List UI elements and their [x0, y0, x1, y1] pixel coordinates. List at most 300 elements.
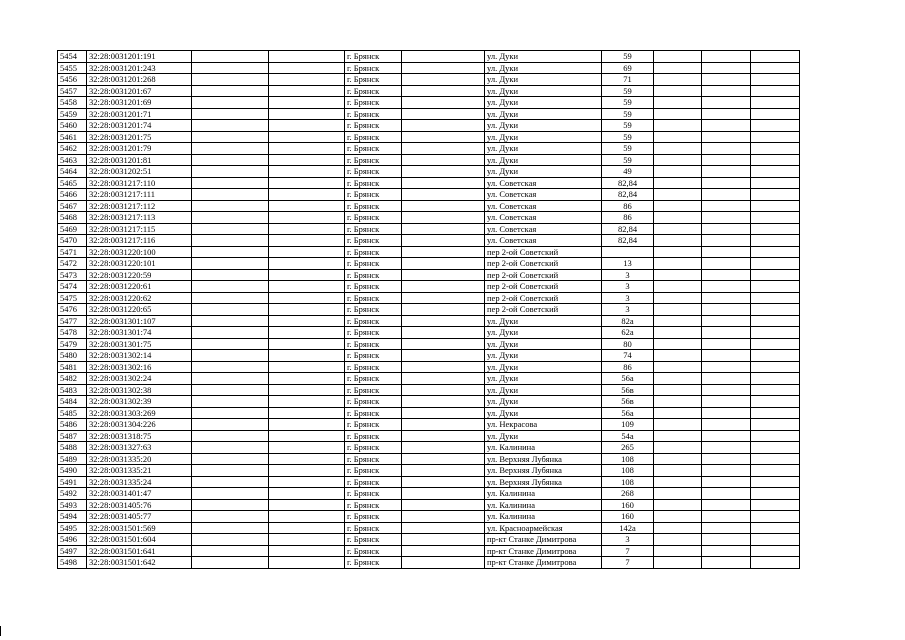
blank-cell [702, 396, 751, 408]
blank-cell [192, 223, 269, 235]
table-row [58, 522, 800, 534]
city: г. Брянск [345, 62, 402, 74]
table-row [58, 476, 800, 488]
blank-cell [402, 108, 485, 120]
city: г. Брянск [345, 522, 402, 534]
blank-cell [269, 131, 345, 143]
blank-cell [269, 327, 345, 339]
table-row [58, 143, 800, 155]
row-number: 5486 [58, 419, 87, 431]
table-row [58, 488, 800, 500]
blank-cell [654, 269, 702, 281]
blank-cell [192, 407, 269, 419]
blank-cell [192, 384, 269, 396]
blank-cell [654, 177, 702, 189]
city: г. Брянск [345, 154, 402, 166]
blank-cell [402, 522, 485, 534]
row-number: 5473 [58, 269, 87, 281]
blank-cell [269, 246, 345, 258]
blank-cell [751, 338, 800, 350]
blank-cell [751, 465, 800, 477]
table-row [58, 511, 800, 523]
blank-cell [654, 396, 702, 408]
street: ул. Дуки [485, 396, 602, 408]
blank-cell [702, 51, 751, 63]
row-number: 5489 [58, 453, 87, 465]
city: г. Брянск [345, 373, 402, 385]
blank-cell [702, 235, 751, 247]
blank-cell [192, 442, 269, 454]
blank-cell [402, 189, 485, 201]
blank-cell [269, 223, 345, 235]
row-number: 5488 [58, 442, 87, 454]
blank-cell [269, 419, 345, 431]
blank-cell [702, 442, 751, 454]
blank-cell [192, 74, 269, 86]
table-row [58, 338, 800, 350]
blank-cell [654, 74, 702, 86]
blank-cell [269, 120, 345, 132]
blank-cell [654, 143, 702, 155]
blank-cell [702, 143, 751, 155]
blank-cell [751, 534, 800, 546]
row-number: 5462 [58, 143, 87, 155]
city: г. Брянск [345, 511, 402, 523]
blank-cell [751, 292, 800, 304]
blank-cell [751, 74, 800, 86]
city: г. Брянск [345, 51, 402, 63]
blank-cell [751, 350, 800, 362]
table-row [58, 442, 800, 454]
street: ул. Советская [485, 235, 602, 247]
blank-cell [654, 189, 702, 201]
blank-cell [192, 131, 269, 143]
blank-cell [402, 338, 485, 350]
street: ул. Дуки [485, 51, 602, 63]
cadastral-number: 32:28:0031401:47 [87, 488, 192, 500]
table-row [58, 396, 800, 408]
blank-cell [751, 269, 800, 281]
blank-cell [269, 212, 345, 224]
street: ул. Дуки [485, 62, 602, 74]
city: г. Брянск [345, 499, 402, 511]
blank-cell [269, 189, 345, 201]
house-number: 59 [602, 131, 654, 143]
street: ул. Дуки [485, 338, 602, 350]
city: г. Брянск [345, 292, 402, 304]
blank-cell [654, 246, 702, 258]
blank-cell [702, 499, 751, 511]
table-row [58, 453, 800, 465]
row-number: 5479 [58, 338, 87, 350]
house-number: 86 [602, 212, 654, 224]
city: г. Брянск [345, 361, 402, 373]
city: г. Брянск [345, 557, 402, 569]
house-number: 56в [602, 396, 654, 408]
blank-cell [654, 419, 702, 431]
blank-cell [402, 407, 485, 419]
blank-cell [702, 430, 751, 442]
blank-cell [654, 361, 702, 373]
blank-cell [402, 166, 485, 178]
table-row [58, 419, 800, 431]
blank-cell [654, 373, 702, 385]
row-number: 5484 [58, 396, 87, 408]
blank-cell [751, 407, 800, 419]
blank-cell [269, 350, 345, 362]
row-number: 5491 [58, 476, 87, 488]
blank-cell [654, 384, 702, 396]
street: ул. Дуки [485, 315, 602, 327]
blank-cell [751, 108, 800, 120]
cadastral-number: 32:28:0031501:642 [87, 557, 192, 569]
blank-cell [402, 488, 485, 500]
street: ул. Дуки [485, 97, 602, 109]
row-number: 5492 [58, 488, 87, 500]
house-number [602, 246, 654, 258]
blank-cell [702, 557, 751, 569]
blank-cell [702, 465, 751, 477]
cadastral-number: 32:28:0031220:65 [87, 304, 192, 316]
blank-cell [654, 499, 702, 511]
street: ул. Верхняя Лубянка [485, 476, 602, 488]
city: г. Брянск [345, 212, 402, 224]
table-row [58, 85, 800, 97]
blank-cell [269, 281, 345, 293]
table-row [58, 97, 800, 109]
row-number: 5454 [58, 51, 87, 63]
cadastral-number: 32:28:0031335:21 [87, 465, 192, 477]
blank-cell [751, 315, 800, 327]
street: пр-кт Станке Димитрова [485, 557, 602, 569]
blank-cell [269, 143, 345, 155]
blank-cell [751, 281, 800, 293]
row-number: 5487 [58, 430, 87, 442]
street: ул. Советская [485, 200, 602, 212]
city: г. Брянск [345, 453, 402, 465]
house-number: 109 [602, 419, 654, 431]
street: пер 2-ой Советский [485, 304, 602, 316]
house-number: 3 [602, 304, 654, 316]
street: ул. Дуки [485, 74, 602, 86]
street: ул. Некрасова [485, 419, 602, 431]
house-number: 74 [602, 350, 654, 362]
blank-cell [751, 396, 800, 408]
cadastral-number: 32:28:0031302:39 [87, 396, 192, 408]
blank-cell [402, 442, 485, 454]
blank-cell [702, 350, 751, 362]
house-number: 265 [602, 442, 654, 454]
blank-cell [269, 269, 345, 281]
blank-cell [269, 511, 345, 523]
blank-cell [702, 304, 751, 316]
row-number: 5461 [58, 131, 87, 143]
blank-cell [269, 396, 345, 408]
blank-cell [192, 522, 269, 534]
cadastral-number: 32:28:0031318:75 [87, 430, 192, 442]
street: ул. Калинина [485, 488, 602, 500]
table-row [58, 235, 800, 247]
blank-cell [702, 269, 751, 281]
cadastral-number: 32:28:0031217:116 [87, 235, 192, 247]
row-number: 5469 [58, 223, 87, 235]
blank-cell [192, 269, 269, 281]
blank-cell [192, 292, 269, 304]
house-number: 268 [602, 488, 654, 500]
blank-cell [402, 62, 485, 74]
blank-cell [702, 384, 751, 396]
cadastral-number: 32:28:0031302:16 [87, 361, 192, 373]
city: г. Брянск [345, 223, 402, 235]
blank-cell [654, 430, 702, 442]
house-number: 54а [602, 430, 654, 442]
house-number: 59 [602, 108, 654, 120]
blank-cell [654, 304, 702, 316]
blank-cell [751, 235, 800, 247]
blank-cell [402, 453, 485, 465]
city: г. Брянск [345, 281, 402, 293]
blank-cell [702, 373, 751, 385]
blank-cell [702, 62, 751, 74]
house-number: 86 [602, 361, 654, 373]
cadastral-number: 32:28:0031201:75 [87, 131, 192, 143]
blank-cell [654, 258, 702, 270]
row-number: 5477 [58, 315, 87, 327]
cadastral-number: 32:28:0031501:569 [87, 522, 192, 534]
blank-cell [402, 143, 485, 155]
cadastral-number: 32:28:0031217:113 [87, 212, 192, 224]
cadastral-number: 32:28:0031220:100 [87, 246, 192, 258]
table-row [58, 465, 800, 477]
blank-cell [192, 200, 269, 212]
cadastral-number: 32:28:0031302:38 [87, 384, 192, 396]
blank-cell [269, 154, 345, 166]
row-number: 5496 [58, 534, 87, 546]
house-number: 59 [602, 143, 654, 155]
street: пер 2-ой Советский [485, 269, 602, 281]
blank-cell [751, 258, 800, 270]
street: ул. Дуки [485, 430, 602, 442]
house-number: 56а [602, 407, 654, 419]
cadastral-number: 32:28:0031335:20 [87, 453, 192, 465]
row-number: 5482 [58, 373, 87, 385]
blank-cell [269, 442, 345, 454]
blank-cell [654, 465, 702, 477]
blank-cell [702, 338, 751, 350]
blank-cell [402, 154, 485, 166]
blank-cell [654, 85, 702, 97]
cadastral-number: 32:28:0031201:268 [87, 74, 192, 86]
house-number: 86 [602, 200, 654, 212]
table-row [58, 189, 800, 201]
row-number: 5498 [58, 557, 87, 569]
blank-cell [654, 120, 702, 132]
table-row [58, 557, 800, 569]
row-number: 5497 [58, 545, 87, 557]
blank-cell [702, 154, 751, 166]
street: ул. Советская [485, 223, 602, 235]
blank-cell [192, 120, 269, 132]
blank-cell [751, 476, 800, 488]
cadastral-number: 32:28:0031301:107 [87, 315, 192, 327]
cadastral-number: 32:28:0031201:243 [87, 62, 192, 74]
street: ул. Верхняя Лубянка [485, 465, 602, 477]
row-number: 5481 [58, 361, 87, 373]
blank-cell [402, 476, 485, 488]
blank-cell [654, 534, 702, 546]
blank-cell [654, 350, 702, 362]
table-row [58, 120, 800, 132]
table-row [58, 350, 800, 362]
blank-cell [751, 200, 800, 212]
table-row [58, 131, 800, 143]
blank-cell [402, 51, 485, 63]
blank-cell [702, 74, 751, 86]
blank-cell [402, 557, 485, 569]
blank-cell [192, 143, 269, 155]
table-row [58, 499, 800, 511]
blank-cell [269, 488, 345, 500]
blank-cell [702, 166, 751, 178]
row-number: 5467 [58, 200, 87, 212]
blank-cell [192, 430, 269, 442]
blank-cell [402, 373, 485, 385]
blank-cell [192, 246, 269, 258]
blank-cell [702, 212, 751, 224]
cadastral-number: 32:28:0031501:604 [87, 534, 192, 546]
blank-cell [192, 51, 269, 63]
cadastral-number: 32:28:0031301:74 [87, 327, 192, 339]
blank-cell [751, 488, 800, 500]
table-row [58, 246, 800, 258]
city: г. Брянск [345, 235, 402, 247]
street: ул. Калинина [485, 499, 602, 511]
table-row [58, 200, 800, 212]
blank-cell [751, 304, 800, 316]
blank-cell [654, 545, 702, 557]
house-number: 108 [602, 476, 654, 488]
cadastral-number: 32:28:0031217:110 [87, 177, 192, 189]
blank-cell [192, 258, 269, 270]
cadastral-number: 32:28:0031201:69 [87, 97, 192, 109]
blank-cell [402, 384, 485, 396]
table-row [58, 154, 800, 166]
blank-cell [402, 246, 485, 258]
city: г. Брянск [345, 74, 402, 86]
blank-cell [751, 442, 800, 454]
blank-cell [654, 511, 702, 523]
blank-cell [192, 212, 269, 224]
blank-cell [654, 453, 702, 465]
blank-cell [751, 223, 800, 235]
blank-cell [269, 557, 345, 569]
blank-cell [654, 488, 702, 500]
table-row [58, 51, 800, 63]
blank-cell [402, 430, 485, 442]
blank-cell [751, 419, 800, 431]
blank-cell [402, 177, 485, 189]
cadastral-number: 32:28:0031301:75 [87, 338, 192, 350]
blank-cell [192, 534, 269, 546]
blank-cell [702, 511, 751, 523]
blank-cell [654, 166, 702, 178]
blank-cell [751, 361, 800, 373]
house-number: 82,84 [602, 223, 654, 235]
blank-cell [269, 85, 345, 97]
blank-cell [402, 74, 485, 86]
house-number: 3 [602, 269, 654, 281]
row-number: 5495 [58, 522, 87, 534]
city: г. Брянск [345, 534, 402, 546]
blank-cell [269, 315, 345, 327]
blank-cell [192, 315, 269, 327]
house-number: 108 [602, 465, 654, 477]
blank-cell [192, 154, 269, 166]
cadastral-number: 32:28:0031302:24 [87, 373, 192, 385]
blank-cell [702, 200, 751, 212]
city: г. Брянск [345, 189, 402, 201]
city: г. Брянск [345, 407, 402, 419]
blank-cell [702, 534, 751, 546]
blank-cell [751, 373, 800, 385]
street: ул. Дуки [485, 166, 602, 178]
cadastral-number: 32:28:0031335:24 [87, 476, 192, 488]
blank-cell [192, 453, 269, 465]
blank-cell [702, 177, 751, 189]
blank-cell [654, 281, 702, 293]
blank-cell [751, 246, 800, 258]
blank-cell [751, 384, 800, 396]
street: ул. Калинина [485, 442, 602, 454]
street: ул. Дуки [485, 361, 602, 373]
row-number: 5480 [58, 350, 87, 362]
table-row [58, 373, 800, 385]
blank-cell [654, 223, 702, 235]
city: г. Брянск [345, 442, 402, 454]
house-number: 160 [602, 499, 654, 511]
street: ул. Верхняя Лубянка [485, 453, 602, 465]
cadastral-number: 32:28:0031220:59 [87, 269, 192, 281]
blank-cell [702, 327, 751, 339]
blank-cell [702, 361, 751, 373]
blank-cell [702, 120, 751, 132]
blank-cell [192, 177, 269, 189]
blank-cell [192, 304, 269, 316]
row-number: 5474 [58, 281, 87, 293]
blank-cell [654, 338, 702, 350]
blank-cell [269, 108, 345, 120]
blank-cell [269, 407, 345, 419]
table-row [58, 384, 800, 396]
table-row [58, 177, 800, 189]
blank-cell [269, 258, 345, 270]
table-row [58, 166, 800, 178]
blank-cell [192, 396, 269, 408]
blank-cell [702, 453, 751, 465]
blank-cell [751, 511, 800, 523]
house-number: 56в [602, 384, 654, 396]
blank-cell [269, 361, 345, 373]
house-number: 71 [602, 74, 654, 86]
blank-cell [702, 488, 751, 500]
blank-cell [654, 327, 702, 339]
row-number: 5478 [58, 327, 87, 339]
table-row [58, 62, 800, 74]
blank-cell [192, 465, 269, 477]
blank-cell [702, 315, 751, 327]
blank-cell [751, 62, 800, 74]
blank-cell [192, 235, 269, 247]
